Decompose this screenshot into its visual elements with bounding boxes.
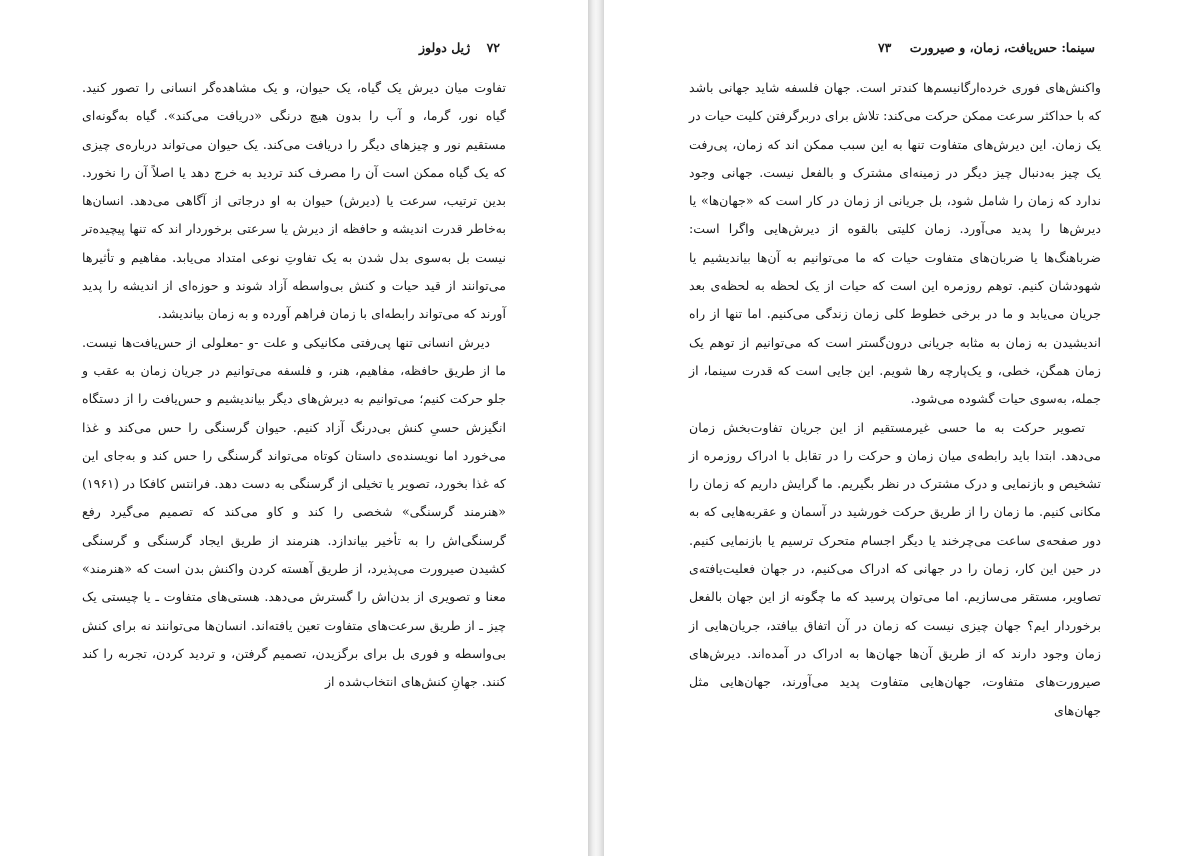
right-page-number: ۷۳	[877, 40, 892, 55]
left-paragraph-1: تفاوت میان دیرش یک گیاه، یک حیوان، و یک مشاهده‌گر انسانی را تصور کنید. گیاه نور، گرما، و آب را بدون هیچ درنگی «دریافت می‌کند». گیاه به‌گونه‌ای مستقیم نور و چیزهای دیگر را دریافت می‌کند. یک حیوان می‌تواند درباره‌ی چیزی که یک گیاه ممکن است آن را مصرف کند تردید به خرج دهد یا اصلاً آن را نخورد. بدین ترتیب، سرعت یا (دیرش) حیوان به او درجاتی از آگاهی می‌دهد. انسان‌ها به‌خاطر قدرت اندیشه و حافظه از دیرش یا سرعتی برخوردار اند که تنها پیچیده‌تر نیست بل به‌سوی بدل شدن به یک تفاوتِ نوعی امتداد می‌یابد. مفاهیم و تأثیرها می‌توانند از قید حیات و کنش بی‌واسطه آزاد شوند و حوزه‌ای از اندیشه را پدید آورند که می‌تواند رابطه‌ای با زمان فراهم آورده و به زمان بیاندیشد.	[82, 80, 506, 322]
right-paragraph-1: واکنش‌های فوری خرده‌ارگانیسم‌ها کندتر است. جهان فلسفه شاید جهانی باشد که با حداکثر سرعت ممکن حرکت می‌کند: تلاش برای دربرگرفتن کلیت حیات در یک زمان. این دیرش‌های متفاوت تنها به این سبب ممکن اند که زمان، پی‌رفت یک چیز به‌دنبال چیز دیگر در زمینه‌ای مشترک و بالفعل نیست. جهانی وجود ندارد که زمان را شامل شود، بل جریانی از زمان در کار است که «جهان‌ها» یا دیرش‌ها را پدید می‌آورد. زمان کلیتی بالقوه از دیرش‌هایی واگرا است: ضرباهنگ‌ها یا ضربان‌های متفاوت حیات که ما می‌توانیم به آن‌ها بیاندیشیم یا شهودشان کنیم. توهم روزمره این است که حیات از یک لحظه به لحظه‌ی بعد جریان می‌یابد و ما در برخی خطوط کلی زمان زندگی می‌کنیم. اما تنها از راه اندیشیدن به زمان به مثابه جریانی درون‌گستر است که می‌توانیم از توهم یک زمان همگن، خطی، و یک‌پارچه رها شویم. این جایی است که قدرت سینما، از جمله، به‌سوی حیات گشوده می‌شود.	[689, 80, 1101, 407]
left-page-header	[419, 40, 500, 62]
book-gutter	[588, 0, 604, 856]
right-paragraph-2: تصویر حرکت به ما حسی غیرمستقیم از این جریان تفاوت‌بخش زمان می‌دهد. ابتدا باید رابطه‌ی میان زمان و حرکت را در تقابل با ادراک روزمره از تشخیص و بازنمایی و درک مشترک در نظر بگیریم. ما گرایش داریم که زمان را مکانی کنیم. ما زمان را از طریق حرکت خورشید در آسمان و عقربه‌هایی که به دور صفحه‌ی ساعت می‌چرخند یا دیگر اجسام متحرک ترسیم یا بازنمایی کنیم. در حین این کار، زمان را در جهانی که ادراک می‌کنیم، در جهان فعلیت‌یافته‌ی تصاویر، مستقر می‌سازیم. اما می‌توان پرسید که ما چگونه از این جهان بالفعل برخوردار ایم؟ جهان چیزی نیست که زمان در آن اتفاق بیافتد، جریان‌هایی از زمان وجود دارند که از طریق آن‌ها جهان‌ها به ادراک در آمده‌اند. دیرش‌های صیرورت‌های متفاوت، جهان‌هایی متفاوت پدید می‌آورند، جهان‌هایی مثل جهان‌های	[689, 419, 1101, 718]
right-page-header	[878, 40, 1095, 62]
left-paragraph-2: دیرش انسانی تنها پی‌رفتی مکانیکی و علت -و -معلولی از حس‌یافت‌ها نیست. ما از طریق حافظه، مفاهیم، هنر، و فلسفه می‌توانیم در جریان زمان به عقب و جلو حرکت کنیم؛ می‌توانیم به دیرش‌های دیگر بیاندیشیم و حس‌یافت را از دستگاه انگیزش حسیِ کنش بی‌درنگ آزاد کنیم. حیوان گرسنگی را حس می‌کند و غذا می‌خورد اما نویسنده‌ی داستان کوتاه می‌تواند گرسنگی را حس کند و به‌جای این که غذا بخورد، تصویر یا تخیلی از گرسنگی به دست دهد. فرانتس کافکا در (۱۹۶۱) «هنرمند گرسنگی» شخصی را کند و کاو می‌کند که تصمیم می‌گیرد رفع گرسنگی‌اش را به تأخیر بیاندازد. هنرمند از طریق ایجاد گرسنگی و گرسنگی کشیدن صیرورت می‌پذیرد، از طریق آهسته کردن واکنش بدن است که «هنرمند» معنا و تصویری از بدن‌اش را گسترش می‌دهد. هستی‌های متفاوت ـ یا چیستی یک چیز ـ از طریق سرعت‌های متفاوت تعین یافته‌اند. انسان‌ها می‌توانند نه برای کنش بی‌واسطه و فوری بل برای برگزیدن، تصمیم گرفتن، و تردید کردن، تجربه را کند کنند. جهانِ کنش‌های انتخاب‌شده از	[82, 334, 506, 690]
left-page-body	[82, 74, 506, 697]
right-page-body	[689, 74, 1101, 725]
left-running-title: ژیل دولوز	[418, 40, 471, 55]
right-page	[604, 0, 1185, 856]
left-page	[0, 0, 588, 856]
right-running-title: سینما: حس‌یافت، زمان، و صیرورت	[909, 40, 1095, 55]
left-page-number: ۷۲	[486, 40, 500, 55]
